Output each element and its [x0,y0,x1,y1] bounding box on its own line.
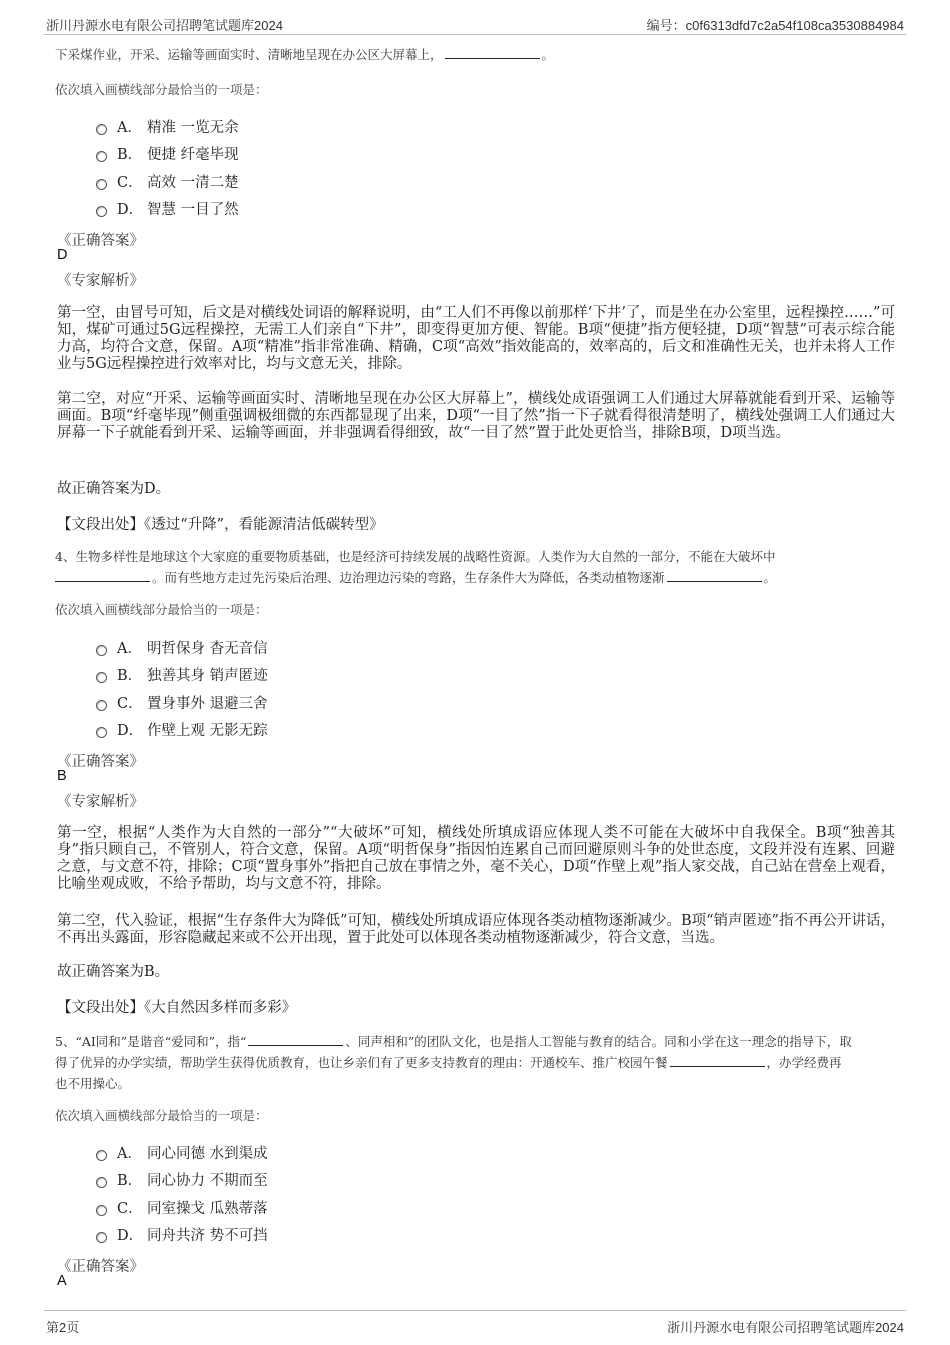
q3-stem: 下采煤作业，开采、运输等画面实时、清晰地呈现在办公区大屏幕上， 。 [55,47,555,62]
q4-analysis-label: 《专家解析》 [57,794,144,810]
radio-icon[interactable] [96,700,107,711]
q4-answer: B [57,768,67,784]
q3-prompt: 依次填入画横线部分最恰当的一项是： [55,82,268,97]
radio-icon[interactable] [96,727,107,738]
q4-option-c[interactable]: C． 置身事外 退避三舍 [96,692,268,714]
q4-analysis-p3: 故正确答案为B。 [57,964,170,980]
radio-icon[interactable] [96,645,107,656]
fill-blank [248,1033,343,1046]
header-code: 编号：c0f6313dfd7c2a54f108ca3530884984 [646,18,904,33]
q3-analysis-p3: 故正确答案为D。 [57,481,171,497]
radio-icon[interactable] [96,1177,107,1188]
q3-answer: D [57,247,68,263]
q4-analysis-p2: 第二空，代入验证，根据“生存条件大为降低”可知，横线处所填成语应体现各类动植物逐渐减少。B项“销声匿迹”指不再公开讲话，不再出头露面，形容隐藏起来或不公开出现，置于此处可以体现各类动植物逐渐减少，符合文意，当选。 [57,913,895,946]
fill-blank [670,1054,765,1067]
q3-option-c[interactable]: C． 高效 一清二楚 [96,171,239,193]
page-header [44,12,906,35]
page-number: 第2页 [46,1320,80,1335]
radio-icon[interactable] [96,179,107,190]
q4-prompt: 依次填入画横线部分最恰当的一项是： [55,602,268,617]
radio-icon[interactable] [96,206,107,217]
q3-option-b[interactable]: B． 便捷 纤毫毕现 [96,143,239,165]
q4-source: 【文段出处】《大自然因多样而多彩》 [57,1000,297,1016]
page-footer [44,1310,906,1337]
q5-stem: 5、“AI同和”是谐音“爱同和”，指“ 、同声相和”的团队文化，也是指人工智能与教育的结合。同和小学在这一理念的指导下，取 得了优异的办学实绩，帮助学生获得优质教育，也让乡亲们有了更多支持教育的理由：开通校车、推广校园午餐 ，办学经费再 也不用操心。 [55,1034,852,1091]
q5-answer-label: 《正确答案》 [57,1259,144,1275]
q5-option-a[interactable]: A． 同心同德 水到渠成 [96,1142,268,1164]
q5-answer: A [57,1273,67,1289]
radio-icon[interactable] [96,672,107,683]
q4-stem: 4、生物多样性是地球这个大家庭的重要物质基础，也是经济可持续发展的战略性资源。人类作为大自然的一部分，不能在大破坏中 。而有些地方走过先污染后治理、边治理边污染的弯路，生存条件大为降低，各类动植物逐渐 。 [55,549,777,585]
radio-icon[interactable] [96,1150,107,1161]
q4-answer-label: 《正确答案》 [57,754,144,770]
q4-analysis-p1: 第一空，根据“人类作为大自然的一部分”“大破坏”可知，横线处所填成语应体现人类不可能在大破坏中自我保全。B项“独善其身”指只顾自己，不管别人，符合文意，保留。A项“明哲保身”指因怕连累自己而回避原则斗争的处世态度，文段并没有连累、回避之意，与文意不符，排除；C项“置身事外”指把自己放在事情之外，毫不关心，D项“作壁上观”指人家交战，自己站在营垒上观看，比喻坐观成败，不给予帮助，均与文意不符，排除。 [57,825,895,892]
q3-answer-label: 《正确答案》 [57,233,144,249]
q3-source: 【文段出处】《透过“升降”，看能源清洁低碳转型》 [57,517,384,533]
fill-blank [55,569,150,582]
fill-blank [445,46,540,59]
footer-company: 浙川丹源水电有限公司招聘笔试题库2024 [667,1320,904,1335]
q3-analysis-label: 《专家解析》 [57,273,144,289]
q5-option-c[interactable]: C． 同室操戈 瓜熟蒂落 [96,1197,268,1219]
q4-option-d[interactable]: D． 作壁上观 无影无踪 [96,719,268,741]
q3-option-d[interactable]: D． 智慧 一目了然 [96,198,239,220]
q5-option-b[interactable]: B． 同心协力 不期而至 [96,1169,268,1191]
q3-option-a[interactable]: A． 精准 一览无余 [96,116,239,138]
q5-option-d[interactable]: D． 同舟共济 势不可挡 [96,1224,268,1246]
radio-icon[interactable] [96,1205,107,1216]
q5-prompt: 依次填入画横线部分最恰当的一项是： [55,1108,268,1123]
radio-icon[interactable] [96,151,107,162]
header-company: 浙川丹源水电有限公司招聘笔试题库2024 [46,18,283,33]
fill-blank [667,569,762,582]
q4-option-a[interactable]: A． 明哲保身 杳无音信 [96,637,268,659]
q3-analysis-p2: 第二空，对应“开采、运输等画面实时、清晰地呈现在办公区大屏幕上”，横线处成语强调工人们通过大屏幕就能看到开采、运输等画面。B项“纤毫毕现”侧重强调极细微的东西都显现了出来，D项“一目了然”指一下子就看得很清楚明了，横线处强调工人们通过大屏幕一下子就能看到开采、运输等画面，并非强调看得细致，故“一目了然”置于此处更恰当，排除B项，D项当选。 [57,391,895,441]
radio-icon[interactable] [96,1232,107,1243]
radio-icon[interactable] [96,124,107,135]
q3-analysis-p1: 第一空，由冒号可知，后文是对横线处词语的解释说明，由“工人们不再像以前那样‘下井’了，而是坐在办公室里，远程操控……”可知，煤矿可通过5G远程操控，无需工人们亲自“下井”，即变得更加方便、智能。B项“便捷”指方便轻捷，D项“智慧”可表示综合能力高，均符合文意，保留。A项“精准”指非常准确、精确，C项“高效”指效能高的，效率高的，后文和准确性无关，也并未将人工作业与5G远程操控进行效率对比，均与文意无关，排除。 [57,305,895,372]
q4-option-b[interactable]: B． 独善其身 销声匿迹 [96,664,268,686]
